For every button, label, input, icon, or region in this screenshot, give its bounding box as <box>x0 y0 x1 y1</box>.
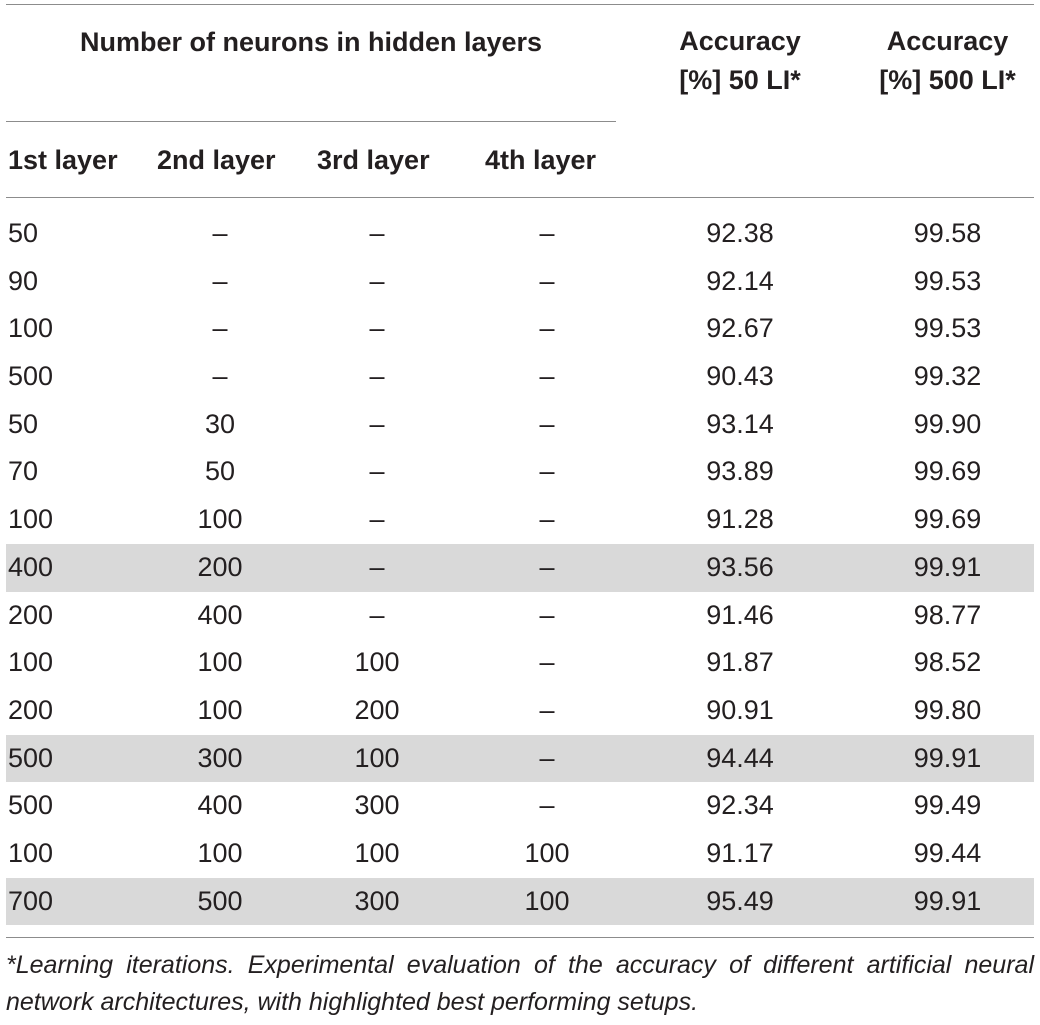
cell-accuracy-500: 99.69 <box>913 504 982 535</box>
header-4th-layer: 4th layer <box>485 145 597 175</box>
cell-accuracy-500: 99.53 <box>913 313 982 344</box>
table-row <box>0 592 1040 640</box>
cell-accuracy-50: 93.14 <box>706 408 774 439</box>
cell-4th-layer: – <box>539 265 555 296</box>
cell-2nd-layer: – <box>212 218 228 248</box>
cell-4th-layer: – <box>539 551 555 582</box>
cell-2nd-layer: 50 <box>204 456 236 487</box>
table-row <box>0 496 1040 544</box>
cell-1st-layer: 100 <box>8 504 54 535</box>
cell-2nd-layer: – <box>212 361 228 392</box>
cell-3rd-layer: – <box>369 599 385 630</box>
cell-2nd-layer: – <box>212 265 228 296</box>
group-header-neurons: Number of neurons in hidden layers <box>79 27 543 57</box>
table-row <box>0 639 1040 687</box>
cell-accuracy-50: 90.43 <box>706 361 774 392</box>
cell-3rd-layer: 100 <box>354 742 400 773</box>
cell-accuracy-500: 98.52 <box>913 647 982 678</box>
table-row <box>0 401 1040 449</box>
cell-accuracy-50: 92.67 <box>706 313 774 344</box>
cell-1st-layer: 500 <box>8 742 54 773</box>
cell-4th-layer: – <box>539 647 555 678</box>
cell-3rd-layer: – <box>369 456 385 487</box>
table-row-highlighted <box>6 878 1034 926</box>
cell-accuracy-50: 92.34 <box>706 790 774 821</box>
cell-4th-layer: – <box>539 742 555 773</box>
cell-accuracy-50: 93.56 <box>706 551 774 582</box>
cell-accuracy-500: 99.32 <box>913 361 982 392</box>
cell-accuracy-500: 99.58 <box>913 218 982 248</box>
cell-3rd-layer: 300 <box>354 885 400 916</box>
cell-2nd-layer: 30 <box>204 408 236 439</box>
cell-accuracy-500: 99.80 <box>913 694 982 725</box>
cell-accuracy-50: 91.28 <box>706 504 774 535</box>
table-row <box>0 305 1040 353</box>
cell-4th-layer: – <box>539 313 555 344</box>
cell-2nd-layer: 400 <box>197 599 243 630</box>
cell-2nd-layer: 100 <box>197 504 243 535</box>
cell-1st-layer: 70 <box>8 456 39 487</box>
cell-4th-layer: – <box>539 790 555 821</box>
cell-accuracy-500: 99.91 <box>913 742 982 773</box>
header-accuracy-50 <box>640 22 840 100</box>
table-body <box>0 210 1040 925</box>
header-2nd-layer: 2nd layer <box>157 145 276 175</box>
header-bottom-rule <box>6 197 1034 198</box>
table-row <box>0 258 1040 306</box>
cell-3rd-layer: – <box>369 313 385 344</box>
cell-1st-layer: 100 <box>8 837 54 868</box>
cell-accuracy-500: 99.91 <box>913 885 982 916</box>
cell-2nd-layer: 100 <box>197 647 243 678</box>
cell-accuracy-500: 99.90 <box>913 408 982 439</box>
table-footnote: *Learning iterations. Experimental evaluation of the accuracy of different artificial neural network architectures, with highlighted best performing setups. <box>6 951 1034 1016</box>
cell-3rd-layer: 100 <box>354 647 400 678</box>
table-row-highlighted <box>6 544 1034 592</box>
cell-accuracy-500: 99.44 <box>913 837 982 868</box>
cell-1st-layer: 90 <box>8 265 39 296</box>
cell-2nd-layer: 100 <box>197 837 243 868</box>
cell-accuracy-500: 98.77 <box>913 599 982 630</box>
header-accuracy-500-line2: [%] 500 LI* <box>879 65 1016 95</box>
cell-accuracy-50: 94.44 <box>706 742 774 773</box>
cell-2nd-layer: 300 <box>197 742 243 773</box>
cell-accuracy-50: 91.87 <box>706 647 774 678</box>
cell-2nd-layer: 200 <box>197 551 243 582</box>
cell-2nd-layer: – <box>212 313 228 344</box>
cell-4th-layer: – <box>539 694 555 725</box>
cell-1st-layer: 50 <box>8 408 39 439</box>
cell-4th-layer: – <box>539 599 555 630</box>
cell-3rd-layer: – <box>369 265 385 296</box>
cell-4th-layer: – <box>539 504 555 535</box>
table-row <box>0 210 1040 258</box>
cell-accuracy-500: 99.53 <box>913 265 982 296</box>
cell-1st-layer: 100 <box>8 647 54 678</box>
cell-3rd-layer: – <box>369 361 385 392</box>
cell-2nd-layer: 400 <box>197 790 243 821</box>
cell-accuracy-500: 99.69 <box>913 456 982 487</box>
header-accuracy-50-line2: [%] 50 LI* <box>679 65 801 95</box>
cell-accuracy-50: 90.91 <box>706 694 774 725</box>
cell-4th-layer: – <box>539 456 555 487</box>
table-bottom-rule <box>6 937 1034 938</box>
cell-accuracy-50: 95.49 <box>706 885 774 916</box>
cell-4th-layer: – <box>539 361 555 392</box>
cell-2nd-layer: 500 <box>197 885 243 916</box>
cell-1st-layer: 200 <box>8 694 54 725</box>
cell-3rd-layer: – <box>369 408 385 439</box>
table-row <box>0 830 1040 878</box>
table-row <box>0 353 1040 401</box>
cell-3rd-layer: 300 <box>354 790 400 821</box>
cell-1st-layer: 500 <box>8 790 54 821</box>
header-accuracy-500 <box>845 22 1040 100</box>
cell-4th-layer: 100 <box>524 885 570 916</box>
table-row <box>0 782 1040 830</box>
cell-1st-layer: 400 <box>8 551 54 582</box>
cell-3rd-layer: 100 <box>354 837 400 868</box>
cell-accuracy-50: 92.14 <box>706 265 774 296</box>
header-1st-layer: 1st layer <box>8 145 118 175</box>
table-row <box>0 687 1040 735</box>
cell-3rd-layer: 200 <box>354 694 400 725</box>
cell-accuracy-500: 99.49 <box>913 790 982 821</box>
table-top-rule <box>6 4 1034 5</box>
header-3rd-layer: 3rd layer <box>317 145 430 175</box>
header-accuracy-500-line1: Accuracy <box>886 26 1009 56</box>
group-header-rule <box>6 121 616 122</box>
cell-4th-layer: 100 <box>524 837 570 868</box>
cell-2nd-layer: 100 <box>197 694 243 725</box>
table-row-highlighted <box>6 735 1034 783</box>
cell-1st-layer: 50 <box>8 218 39 248</box>
cell-accuracy-50: 93.89 <box>706 456 774 487</box>
cell-accuracy-50: 91.46 <box>706 599 774 630</box>
cell-1st-layer: 500 <box>8 361 54 392</box>
cell-accuracy-50: 92.38 <box>706 218 774 248</box>
table-row <box>0 448 1040 496</box>
cell-3rd-layer: – <box>369 504 385 535</box>
cell-accuracy-50: 91.17 <box>706 837 774 868</box>
cell-4th-layer: – <box>539 408 555 439</box>
cell-1st-layer: 700 <box>8 885 54 916</box>
cell-3rd-layer: – <box>369 218 385 248</box>
cell-4th-layer: – <box>539 218 555 248</box>
header-accuracy-50-line1: Accuracy <box>679 26 801 56</box>
cell-3rd-layer: – <box>369 551 385 582</box>
cell-accuracy-500: 99.91 <box>913 551 982 582</box>
cell-1st-layer: 200 <box>8 599 54 630</box>
cell-1st-layer: 100 <box>8 313 54 344</box>
